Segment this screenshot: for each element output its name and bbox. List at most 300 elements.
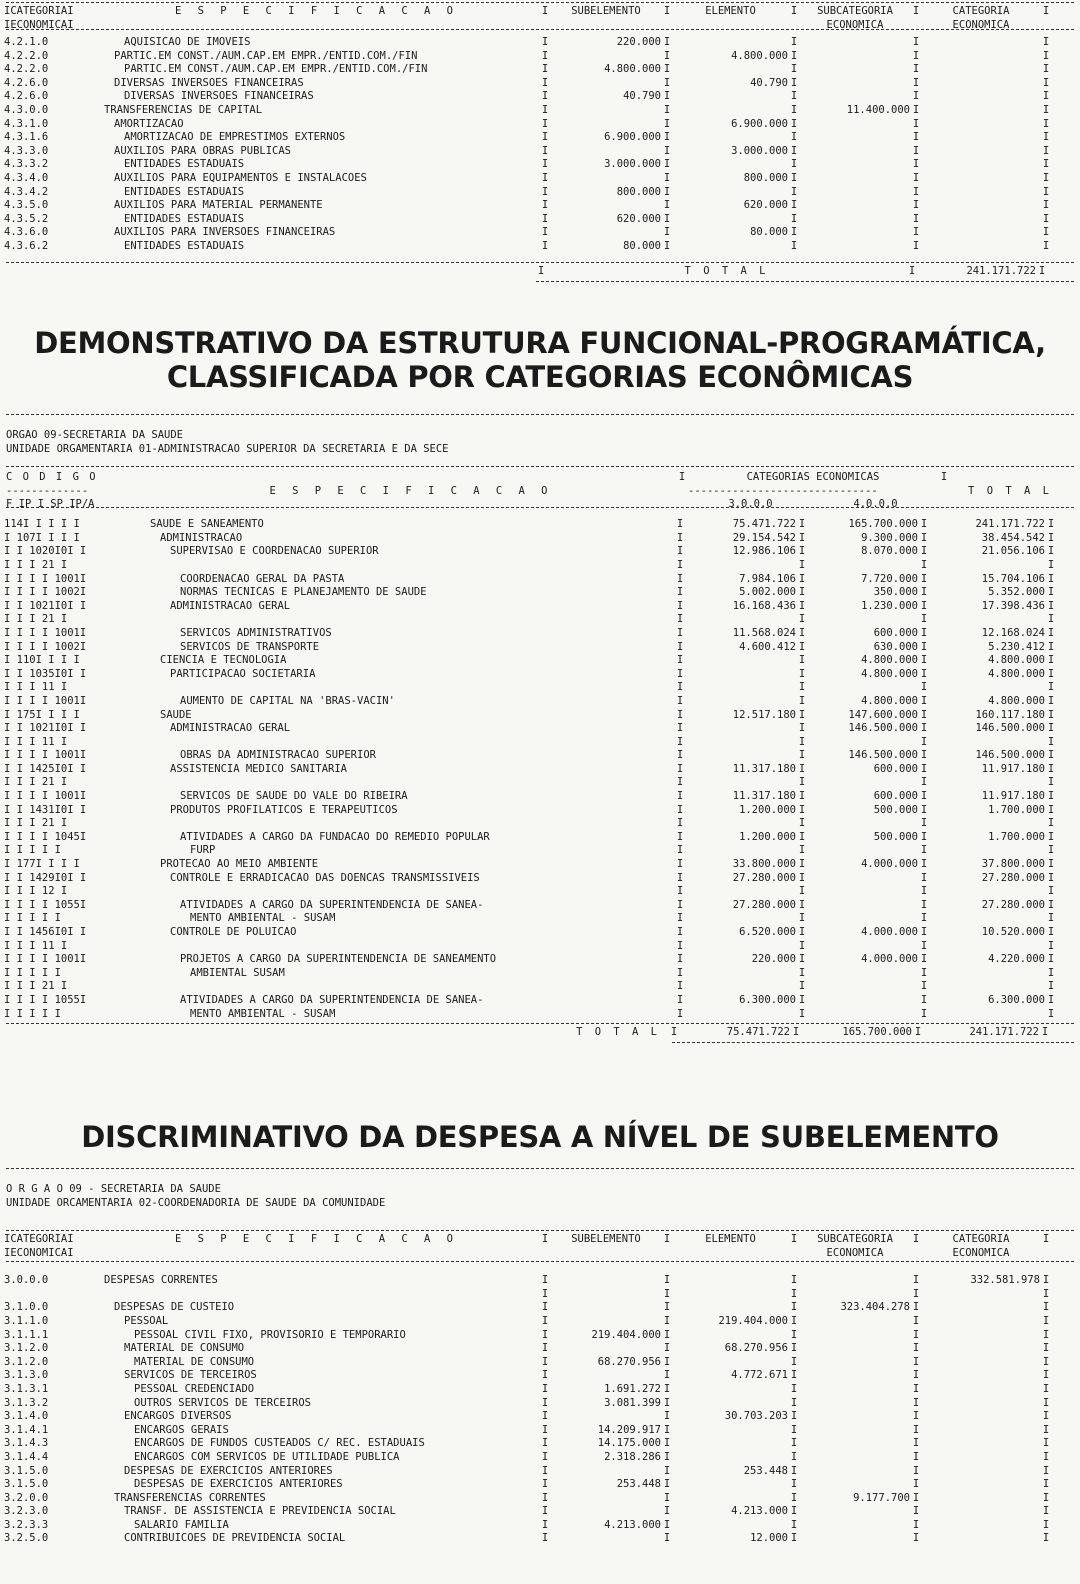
cat4-value: 9.300.000	[861, 531, 918, 544]
specification: AUMENTO DE CAPITAL NA 'BRAS-VACIN'	[180, 694, 395, 707]
specification: PROTECAO AO MEIO AMBIENTE	[160, 858, 319, 871]
total-value: 37.800.000	[981, 858, 1045, 871]
unidade-line: UNIDADE ORCAMENTARIA 02-COORDENADORIA DE SAUDE DA COMUNIDADE	[6, 1196, 386, 1209]
specification: AMBIENTAL SUSAM	[190, 966, 285, 979]
cat-code: 4.3.6.0	[4, 226, 49, 239]
cat3-value: 7.984.106	[739, 572, 796, 585]
header-cat3: 3.0.0.0	[728, 498, 773, 511]
table-row: 3.1.5.0 DESPESAS DE EXERCICIOS ANTERIORES I I 253.448 I I I	[0, 1465, 1080, 1479]
cat3-value: 75.471.722	[732, 518, 796, 531]
program-code: I I 1035I0I I	[4, 667, 87, 680]
cat4-value: 4.000.000	[861, 926, 918, 938]
subelemento-value	[551, 1301, 661, 1315]
specification	[144, 559, 674, 573]
table-row: 4.2.1.0 AQUISICAO DE IMOVEIS I 220.000 I I I I	[0, 36, 1080, 50]
total-value: 12.168.024	[981, 626, 1045, 639]
subelemento-value: 14.209.917	[597, 1423, 661, 1436]
subelemento-value: 800.000	[616, 185, 661, 198]
total-value	[930, 967, 1045, 981]
elemento-value	[673, 1437, 788, 1451]
categoria-value	[922, 1519, 1040, 1533]
total-value	[930, 1008, 1045, 1022]
program-code: I 107I I I I	[4, 531, 80, 544]
categoria-value	[922, 77, 1040, 91]
total-row: T O T A L I 75.471.722 I 165.700.000 I 241.171.722 I	[576, 1026, 1049, 1039]
subelemento-value: 253.448	[616, 1478, 661, 1491]
categoria-value	[922, 1369, 1040, 1383]
header-codigo: C O D I G O	[6, 471, 98, 484]
program-code: I I I I 1002I	[4, 586, 87, 599]
subcategoria-value	[800, 213, 910, 227]
specification: SERVICOS ADMINISTRATIVOS	[180, 626, 332, 639]
title-line-2: CLASSIFICADA POR CATEGORIAS ECONÔMICAS	[166, 360, 914, 394]
specification: PARTIC.EM CONST./AUM.CAP.EM EMPR./ENTID.COM./FIN	[114, 49, 418, 62]
subcategoria-value	[800, 1424, 910, 1438]
subcategoria-value	[800, 226, 910, 240]
specification: CONTROLE DE POLUICAO	[170, 926, 297, 938]
specification: DESPESAS CORRENTES	[104, 1274, 218, 1287]
categoria-value	[922, 172, 1040, 186]
program-code: 114I I I I I	[4, 518, 80, 531]
cat3-value: 4.600.412	[739, 640, 796, 653]
cat3-value	[686, 681, 796, 695]
specification: AMORTIZACAO	[114, 117, 184, 130]
cat-code	[0, 1288, 94, 1302]
table-row: 3.1.0.0 DESPESAS DE CUSTEIO I I I 323.404.278 I I	[0, 1301, 1080, 1315]
specification	[144, 681, 674, 695]
specification: MENTO AMBIENTAL - SUSAM	[190, 912, 336, 925]
program-code: I I I I I	[4, 844, 61, 857]
program-code: I I I 21 I	[4, 817, 68, 830]
table-row: I I 1021I0I I ADMINISTRACAO GERAL I I 146.500.000 I 146.500.000 I	[0, 722, 1080, 736]
cat3-value	[686, 1008, 796, 1022]
elemento-value	[673, 213, 788, 227]
specification: NORMAS TECNICAS E PLANEJAMENTO DE SAUDE	[180, 586, 427, 599]
specification: AQUISICAO DE IMOVEIS	[124, 36, 251, 48]
cat3-value	[686, 722, 796, 736]
cat4-value: 165.700.000	[848, 518, 918, 531]
elemento-value	[673, 1301, 788, 1315]
table-row: 4.3.4.2 ENTIDADES ESTADUAIS I 800.000 I I I I	[0, 186, 1080, 200]
cat3-value	[686, 940, 796, 954]
cat-code: 4.3.0.0	[4, 103, 49, 116]
specification: TRANSFERENCIAS CORRENTES	[114, 1491, 266, 1504]
specification: PESSOAL	[124, 1314, 169, 1327]
table-row: I I I I 1001I COORDENACAO GERAL DA PASTA I 7.984.106 I 7.720.000 I 15.704.106 I	[0, 573, 1080, 587]
subcategoria-value	[800, 1465, 910, 1479]
specification	[144, 776, 674, 790]
program-code: I I I I 1001I	[4, 953, 87, 966]
subelemento-value	[551, 1410, 661, 1424]
elemento-value: 219.404.000	[718, 1314, 788, 1327]
cat4-value	[808, 736, 918, 750]
cat-code: 3.1.5.0	[4, 1478, 49, 1491]
program-code: I I I 12 I	[4, 885, 68, 898]
table-row: 3.1.4.3 ENCARGOS DE FUNDOS CUSTEADOS C/ REC. ESTADUAIS I 14.175.000 I I I I	[0, 1437, 1080, 1451]
cat4-value: 600.000	[873, 762, 918, 775]
subcategoria-value	[800, 1437, 910, 1451]
cat4-value: 1.230.000	[861, 599, 918, 612]
title-line-1: DEMONSTRATIVO DA ESTRUTURA FUNCIONAL-PROGRAMÁTICA,	[34, 326, 1046, 360]
categoria-value	[922, 1356, 1040, 1370]
specification	[144, 817, 674, 831]
cat3-value	[686, 817, 796, 831]
cat-code: 4.3.3.0	[4, 144, 49, 157]
subelemento-value	[551, 1288, 661, 1302]
total-value: 6.300.000	[988, 993, 1045, 1006]
table-row: 3.1.3.0 SERVICOS DE TERCEIROS I I 4.772.671 I I I	[0, 1369, 1080, 1383]
cat-code: 4.2.1.0	[4, 36, 49, 48]
subelemento-value	[551, 104, 661, 118]
table-header: ICATEGORIAI IECONOMICAI E S P E C I F I C A C A O I SUBELEMENTO I ELEMENTO I SUBCATEGORIA ECONOMICA I CATEGORIA ECONOMICA I	[0, 3, 1080, 29]
elemento-value: 253.448	[743, 1464, 788, 1477]
cat3-value	[686, 736, 796, 750]
specification	[144, 980, 674, 994]
subelemento-value: 219.404.000	[591, 1328, 661, 1341]
program-code: I I 1425I0I I	[4, 762, 87, 775]
subelemento-value: 6.900.000	[604, 131, 661, 144]
elemento-value: 4.772.671	[731, 1369, 788, 1382]
header-cat: ICATEGORIAI IECONOMICAI	[4, 5, 74, 31]
elemento-value	[673, 186, 788, 200]
cat4-value: 500.000	[873, 803, 918, 816]
table-row: 4.3.6.0 AUXILIOS PARA INVERSOES FINANCEIRAS I I 80.000 I I I	[0, 226, 1080, 240]
subelemento-value: 80.000	[623, 239, 661, 252]
cat3-value	[686, 980, 796, 994]
subcategoria-value	[800, 1274, 910, 1288]
specification: SERVICOS DE TERCEIROS	[124, 1369, 257, 1382]
cat4-value	[808, 681, 918, 695]
subelemento-value	[551, 1342, 661, 1356]
specification: AUXILIOS PARA INVERSOES FINANCEIRAS	[114, 226, 336, 239]
cat-code: 3.1.3.2	[4, 1396, 49, 1409]
categoria-value	[922, 63, 1040, 77]
cat3-value: 12.986.106	[732, 545, 796, 558]
header-codigo-sub: F IP I SP IP/A	[6, 498, 95, 511]
cat4-value: 4.800.000	[861, 694, 918, 707]
table-row: I I I I I MENTO AMBIENTAL - SUSAM I I I I	[0, 912, 1080, 926]
subelemento-value: 4.800.000	[604, 63, 661, 76]
specification: PROJETOS A CARGO DA SUPERINTENDENCIA DE SANEAMENTO	[180, 953, 497, 966]
total-value	[930, 681, 1045, 695]
specification: ENTIDADES ESTADUAIS	[124, 239, 245, 252]
cat3-value	[686, 967, 796, 981]
cat-code: 4.3.1.6	[4, 131, 49, 144]
header-spec: E S P E C I F I C A C A O	[269, 485, 553, 498]
subelement-expense-table	[0, 1168, 1080, 1546]
table-row: I I I I I AMBIENTAL SUSAM I I I I	[0, 967, 1080, 981]
specification: MATERIAL DE CONSUMO	[124, 1342, 245, 1355]
table-row: 3.2.3.3 SALARIO FAMILIA I 4.213.000 I I I I	[0, 1519, 1080, 1533]
elemento-value: 40.790	[750, 76, 788, 89]
specification: PESSOAL CIVIL FIXO, PROVISORIO E TEMPORARIO	[134, 1328, 406, 1341]
table-row: 4.3.1.6 AMORTIZACAO DE EMPRESTIMOS EXTERNOS I 6.900.000 I I I I	[0, 131, 1080, 145]
categoria-value	[922, 90, 1040, 104]
total-value: 1.700.000	[988, 830, 1045, 843]
total-value: 241.171.722	[966, 264, 1036, 277]
specification: TRANSFERENCIAS DE CAPITAL	[104, 103, 263, 116]
categoria-value	[922, 1478, 1040, 1492]
program-code: I I I 21 I	[4, 613, 68, 626]
total-value: 4.800.000	[988, 654, 1045, 667]
total-value	[930, 613, 1045, 627]
cat4-value: 7.720.000	[861, 572, 918, 585]
total-value: 4.220.000	[988, 953, 1045, 966]
cat3-value: 220.000	[751, 953, 796, 966]
program-code: I I I 11 I	[4, 735, 68, 748]
program-code: I I I I 1001I	[4, 572, 87, 585]
cat-code: 4.3.4.2	[4, 185, 49, 198]
table-row: 4.3.6.2 ENTIDADES ESTADUAIS I 80.000 I I I I	[0, 240, 1080, 254]
specification: ADMINISTRACAO GERAL	[170, 722, 291, 735]
specification: ENCARGOS DIVERSOS	[124, 1410, 232, 1423]
table-row: 3.1.4.0 ENCARGOS DIVERSOS I I 30.703.203 I I I	[0, 1410, 1080, 1424]
subelemento-value	[551, 226, 661, 240]
total-value: 27.280.000	[981, 871, 1045, 884]
categoria-value	[922, 36, 1040, 50]
total-value: 10.520.000	[981, 926, 1045, 938]
cat3-value	[686, 668, 796, 682]
program-code: I I I I 1045I	[4, 830, 87, 843]
cat4-value	[808, 885, 918, 899]
table-row: I I 1425I0I I ASSISTENCIA MEDICO SANITARIA I 11.317.180 I 600.000 I 11.917.180 I	[0, 763, 1080, 777]
subcategoria-value	[800, 1383, 910, 1397]
header-subcategoria: SUBCATEGORIA ECONOMICA	[817, 5, 893, 31]
table-row: I I 1021I0I I ADMINISTRACAO GERAL I 16.168.436 I 1.230.000 I 17.398.436 I	[0, 600, 1080, 614]
specification: AUXILIOS PARA OBRAS PUBLICAS	[114, 144, 292, 157]
specification: DESPESAS DE EXERCICIOS ANTERIORES	[124, 1464, 333, 1477]
categoria-value	[922, 1383, 1040, 1397]
cat-code: 3.1.3.0	[4, 1369, 49, 1382]
table-row: 4.3.1.0 AMORTIZACAO I I 6.900.000 I I I	[0, 118, 1080, 132]
program-code: I I I I 1001I	[4, 626, 87, 639]
specification: SAUDE E SANEAMENTO	[150, 518, 264, 531]
cat3-value: 1.200.000	[739, 803, 796, 816]
subcategoria-value	[800, 1288, 910, 1302]
table-row: I I 1035I0I I PARTICIPACAO SOCIETARIA I I 4.800.000 I 4.800.000 I	[0, 668, 1080, 682]
program-code: I I 1021I0I I	[4, 722, 87, 735]
table-row: I 110I I I I CIENCIA E TECNOLOGIA I I 4.800.000 I 4.800.000 I	[0, 654, 1080, 668]
specification: MATERIAL DE CONSUMO	[134, 1355, 255, 1368]
header-categorias: CATEGORIAS ECONOMICAS	[746, 471, 880, 484]
specification: CONTROLE E ERRADICACAO DAS DOENCAS TRANSMISSIVEIS	[170, 871, 480, 884]
categoria-value	[922, 1532, 1040, 1546]
total-value	[930, 736, 1045, 750]
total-cat3: 75.471.722	[726, 1026, 790, 1039]
table-row: 3.1.5.0 DESPESAS DE EXERCICIOS ANTERIORES I 253.448 I I I I	[0, 1478, 1080, 1492]
subelemento-value	[551, 1505, 661, 1519]
cat4-value	[808, 817, 918, 831]
table-row: 4.3.3.2 ENTIDADES ESTADUAIS I 3.000.000 I I I I	[0, 158, 1080, 172]
specification: DIVERSAS INVERSOES FINANCEIRAS	[124, 90, 314, 103]
categoria-value	[922, 1342, 1040, 1356]
cat4-value	[808, 967, 918, 981]
specification	[144, 613, 674, 627]
elemento-value	[673, 1397, 788, 1411]
cat-code: 4.2.2.0	[4, 63, 49, 76]
subcategoria-value: 11.400.000	[846, 103, 910, 116]
specification	[94, 1288, 539, 1302]
header-spec: E S P E C I F I C A C A O	[174, 5, 459, 17]
subcategoria-value	[800, 1478, 910, 1492]
table-row: 3.1.2.0 MATERIAL DE CONSUMO I I 68.270.956 I I I	[0, 1342, 1080, 1356]
cat4-value: 600.000	[873, 626, 918, 639]
unidade-line: UNIDADE ORGAMENTARIA 01-ADMINISTRACAO SUPERIOR DA SECRETARIA E DA SECE	[6, 442, 449, 455]
categoria-value	[922, 104, 1040, 118]
subelemento-value	[551, 1532, 661, 1546]
cat3-value	[686, 912, 796, 926]
cat3-value	[686, 559, 796, 573]
cat-code: 4.3.6.2	[4, 239, 49, 252]
categoria-value	[922, 1410, 1040, 1424]
total-cat4: 165.700.000	[842, 1026, 912, 1039]
program-code: I I I I I	[4, 966, 61, 979]
subcategoria-value: 9.177.700	[853, 1491, 910, 1504]
specification: SERVICOS DE TRANSPORTE	[180, 640, 320, 653]
specification: FURP	[190, 844, 216, 857]
elemento-value	[673, 1519, 788, 1533]
specification: PRODUTOS PROFILATICOS E TERAPEUTICOS	[170, 803, 398, 816]
table-row: 4.2.6.0 DIVERSAS INVERSOES FINANCEIRAS I 40.790 I I I I	[0, 90, 1080, 104]
program-code: I I I I 1001I	[4, 694, 87, 707]
table-row: 3.1.4.1 ENCARGOS GERAIS I 14.209.917 I I I I	[0, 1424, 1080, 1438]
elemento-value	[673, 1383, 788, 1397]
specification	[144, 885, 674, 899]
cat-code: 3.1.0.0	[4, 1301, 49, 1314]
cat-code: 4.3.5.0	[4, 199, 49, 212]
specification: AMORTIZACAO DE EMPRESTIMOS EXTERNOS	[124, 131, 346, 144]
elemento-value	[673, 1492, 788, 1506]
table-row: I I I 21 I I I I I	[0, 776, 1080, 790]
subcategoria-value	[800, 186, 910, 200]
specification: SUPERVISAO E COORDENACAO SUPERIOR	[170, 545, 379, 558]
program-code: I I I 11 I	[4, 939, 68, 952]
elemento-value: 3.000.000	[731, 144, 788, 157]
total-value: 15.704.106	[981, 572, 1045, 585]
categoria-value	[922, 199, 1040, 213]
total-value: 146.500.000	[975, 749, 1045, 762]
cat-code: 3.1.4.0	[4, 1410, 49, 1423]
cat3-value	[686, 885, 796, 899]
specification: CIENCIA E TECNOLOGIA	[160, 654, 287, 667]
program-code: I I I 21 I	[4, 980, 68, 993]
subcategoria-value	[800, 131, 910, 145]
table-row: I I I I 1045I ATIVIDADES A CARGO DA FUNDACAO DO REMEDIO POPULAR I 1.200.000 I 500.000 I 1.700.000 I	[0, 831, 1080, 845]
cat-code: 3.1.1.0	[4, 1314, 49, 1327]
subelemento-value	[551, 145, 661, 159]
subcategoria-value	[800, 77, 910, 91]
subelemento-value	[551, 77, 661, 91]
specification: OBRAS DA ADMINISTRACAO SUPERIOR	[180, 749, 376, 762]
subelemento-value: 68.270.956	[597, 1355, 661, 1368]
table-row: I I I 11 I I I I I	[0, 681, 1080, 695]
table-row: I I I I 1055I ATIVIDADES A CARGO DA SUPERINTENDENCIA DE SANEA- I 27.280.000 I I 27.280.000 I	[0, 899, 1080, 913]
cat4-value	[808, 1008, 918, 1022]
elemento-value	[673, 104, 788, 118]
specification: MENTO AMBIENTAL - SUSAM	[190, 1007, 336, 1020]
program-code: I I I 21 I	[4, 558, 68, 571]
program-code: I I I I I	[4, 1007, 61, 1020]
cat-code: 3.1.1.1	[4, 1328, 49, 1341]
table-row: 3.1.3.1 PESSOAL CREDENCIADO I 1.691.272 I I I I	[0, 1383, 1080, 1397]
table-row: 3.2.5.0 CONTRIBUICOES DE PREVIDENCIA SOCIAL I I 12.000 I I I	[0, 1532, 1080, 1546]
total-value: 21.056.106	[981, 545, 1045, 558]
total-value: 146.500.000	[975, 722, 1045, 735]
functional-programmatic-table	[0, 414, 1080, 1043]
cat4-value	[808, 980, 918, 994]
table-row: I I I 11 I I I I I	[0, 940, 1080, 954]
table-row: I I I 21 I I I I I	[0, 613, 1080, 627]
elemento-value	[673, 1274, 788, 1288]
specification: ENTIDADES ESTADUAIS	[124, 212, 245, 225]
table-row: 3.1.3.2 OUTROS SERVICOS DE TERCEIROS I 3.081.399 I I I I	[0, 1397, 1080, 1411]
table-header: ICATEGORIAI IECONOMICAI E S P E C I F I C A C A O I SUBELEMENTO I ELEMENTO I SUBCATEGORIA ECONOMICA I CATEGORIA ECONOMICA I	[0, 1231, 1080, 1261]
total-value: 241.171.722	[969, 1026, 1039, 1039]
subelemento-value	[551, 1315, 661, 1329]
categoria-value	[922, 1315, 1040, 1329]
table-row: I 175I I I I SAUDE I 12.517.180 I 147.600.000 I 160.117.180 I	[0, 709, 1080, 723]
header-total: T O T A L	[968, 485, 1052, 498]
subelemento-value: 3.081.399	[604, 1396, 661, 1409]
total-value: 38.454.542	[981, 531, 1045, 544]
elemento-value	[673, 1478, 788, 1492]
total-value	[930, 817, 1045, 831]
specification: ATIVIDADES A CARGO DA SUPERINTENDENCIA DE SANEA-	[180, 993, 484, 1006]
program-code: I 110I I I I	[4, 654, 80, 667]
elemento-value	[673, 1329, 788, 1343]
subcategoria-value	[800, 1356, 910, 1370]
subcategoria-value	[800, 36, 910, 50]
program-code: I I I I 1001I	[4, 749, 87, 762]
table-row: I I I I I MENTO AMBIENTAL - SUSAM I I I I	[0, 1008, 1080, 1022]
table-row: I I I I 1001I OBRAS DA ADMINISTRACAO SUPERIOR I I 146.500.000 I 146.500.000 I	[0, 749, 1080, 763]
specification: ADMINISTRACAO	[160, 531, 243, 544]
cat4-value	[808, 912, 918, 926]
cat3-value	[686, 749, 796, 763]
total-value: 5.230.412	[988, 640, 1045, 653]
cat4-value: 4.800.000	[861, 654, 918, 667]
table-row: 3.1.4.4 ENCARGOS COM SERVICOS DE UTILIDADE PUBLICA I 2.318.286 I I I I	[0, 1451, 1080, 1465]
total-value: 4.800.000	[988, 667, 1045, 680]
table-row: I I I 11 I I I I I	[0, 736, 1080, 750]
specification: ENTIDADES ESTADUAIS	[124, 158, 245, 171]
subcategoria-value	[800, 1451, 910, 1465]
elemento-value	[673, 240, 788, 254]
cat4-value	[808, 940, 918, 954]
cat3-value: 27.280.000	[732, 898, 796, 911]
subcategoria-value	[800, 158, 910, 172]
table-header: C O D I G O ------------- F IP I SP IP/A E S P E C I F I C A C A O I CATEGORIAS ECONOMICAS ------------------------------ 3.0.0.0 4.0.0.0 I T O T A L	[6, 471, 1052, 511]
specification: OUTROS SERVICOS DE TERCEIROS	[134, 1396, 312, 1409]
table-row: I I I I I FURP I I I I	[0, 844, 1080, 858]
elemento-value	[673, 1424, 788, 1438]
total-value	[930, 912, 1045, 926]
cat-code: 3.1.2.0	[4, 1355, 49, 1368]
cat3-value: 27.280.000	[732, 871, 796, 884]
categoria-value	[922, 226, 1040, 240]
cat3-value: 16.168.436	[732, 599, 796, 612]
table-row: I I I I I	[0, 1288, 1080, 1302]
total-value	[930, 940, 1045, 954]
table-row: I I I 12 I I I I I	[0, 885, 1080, 899]
cat4-value: 146.500.000	[848, 722, 918, 735]
cat-code: 3.1.4.4	[4, 1450, 49, 1463]
table-row: 4.2.6.0 DIVERSAS INVERSOES FINANCEIRAS I I 40.790 I I I	[0, 77, 1080, 91]
cat4-value: 146.500.000	[848, 749, 918, 762]
cat-code: 3.1.3.1	[4, 1382, 49, 1395]
specification: AUXILIOS PARA MATERIAL PERMANENTE	[114, 199, 323, 212]
cat3-value	[686, 613, 796, 627]
